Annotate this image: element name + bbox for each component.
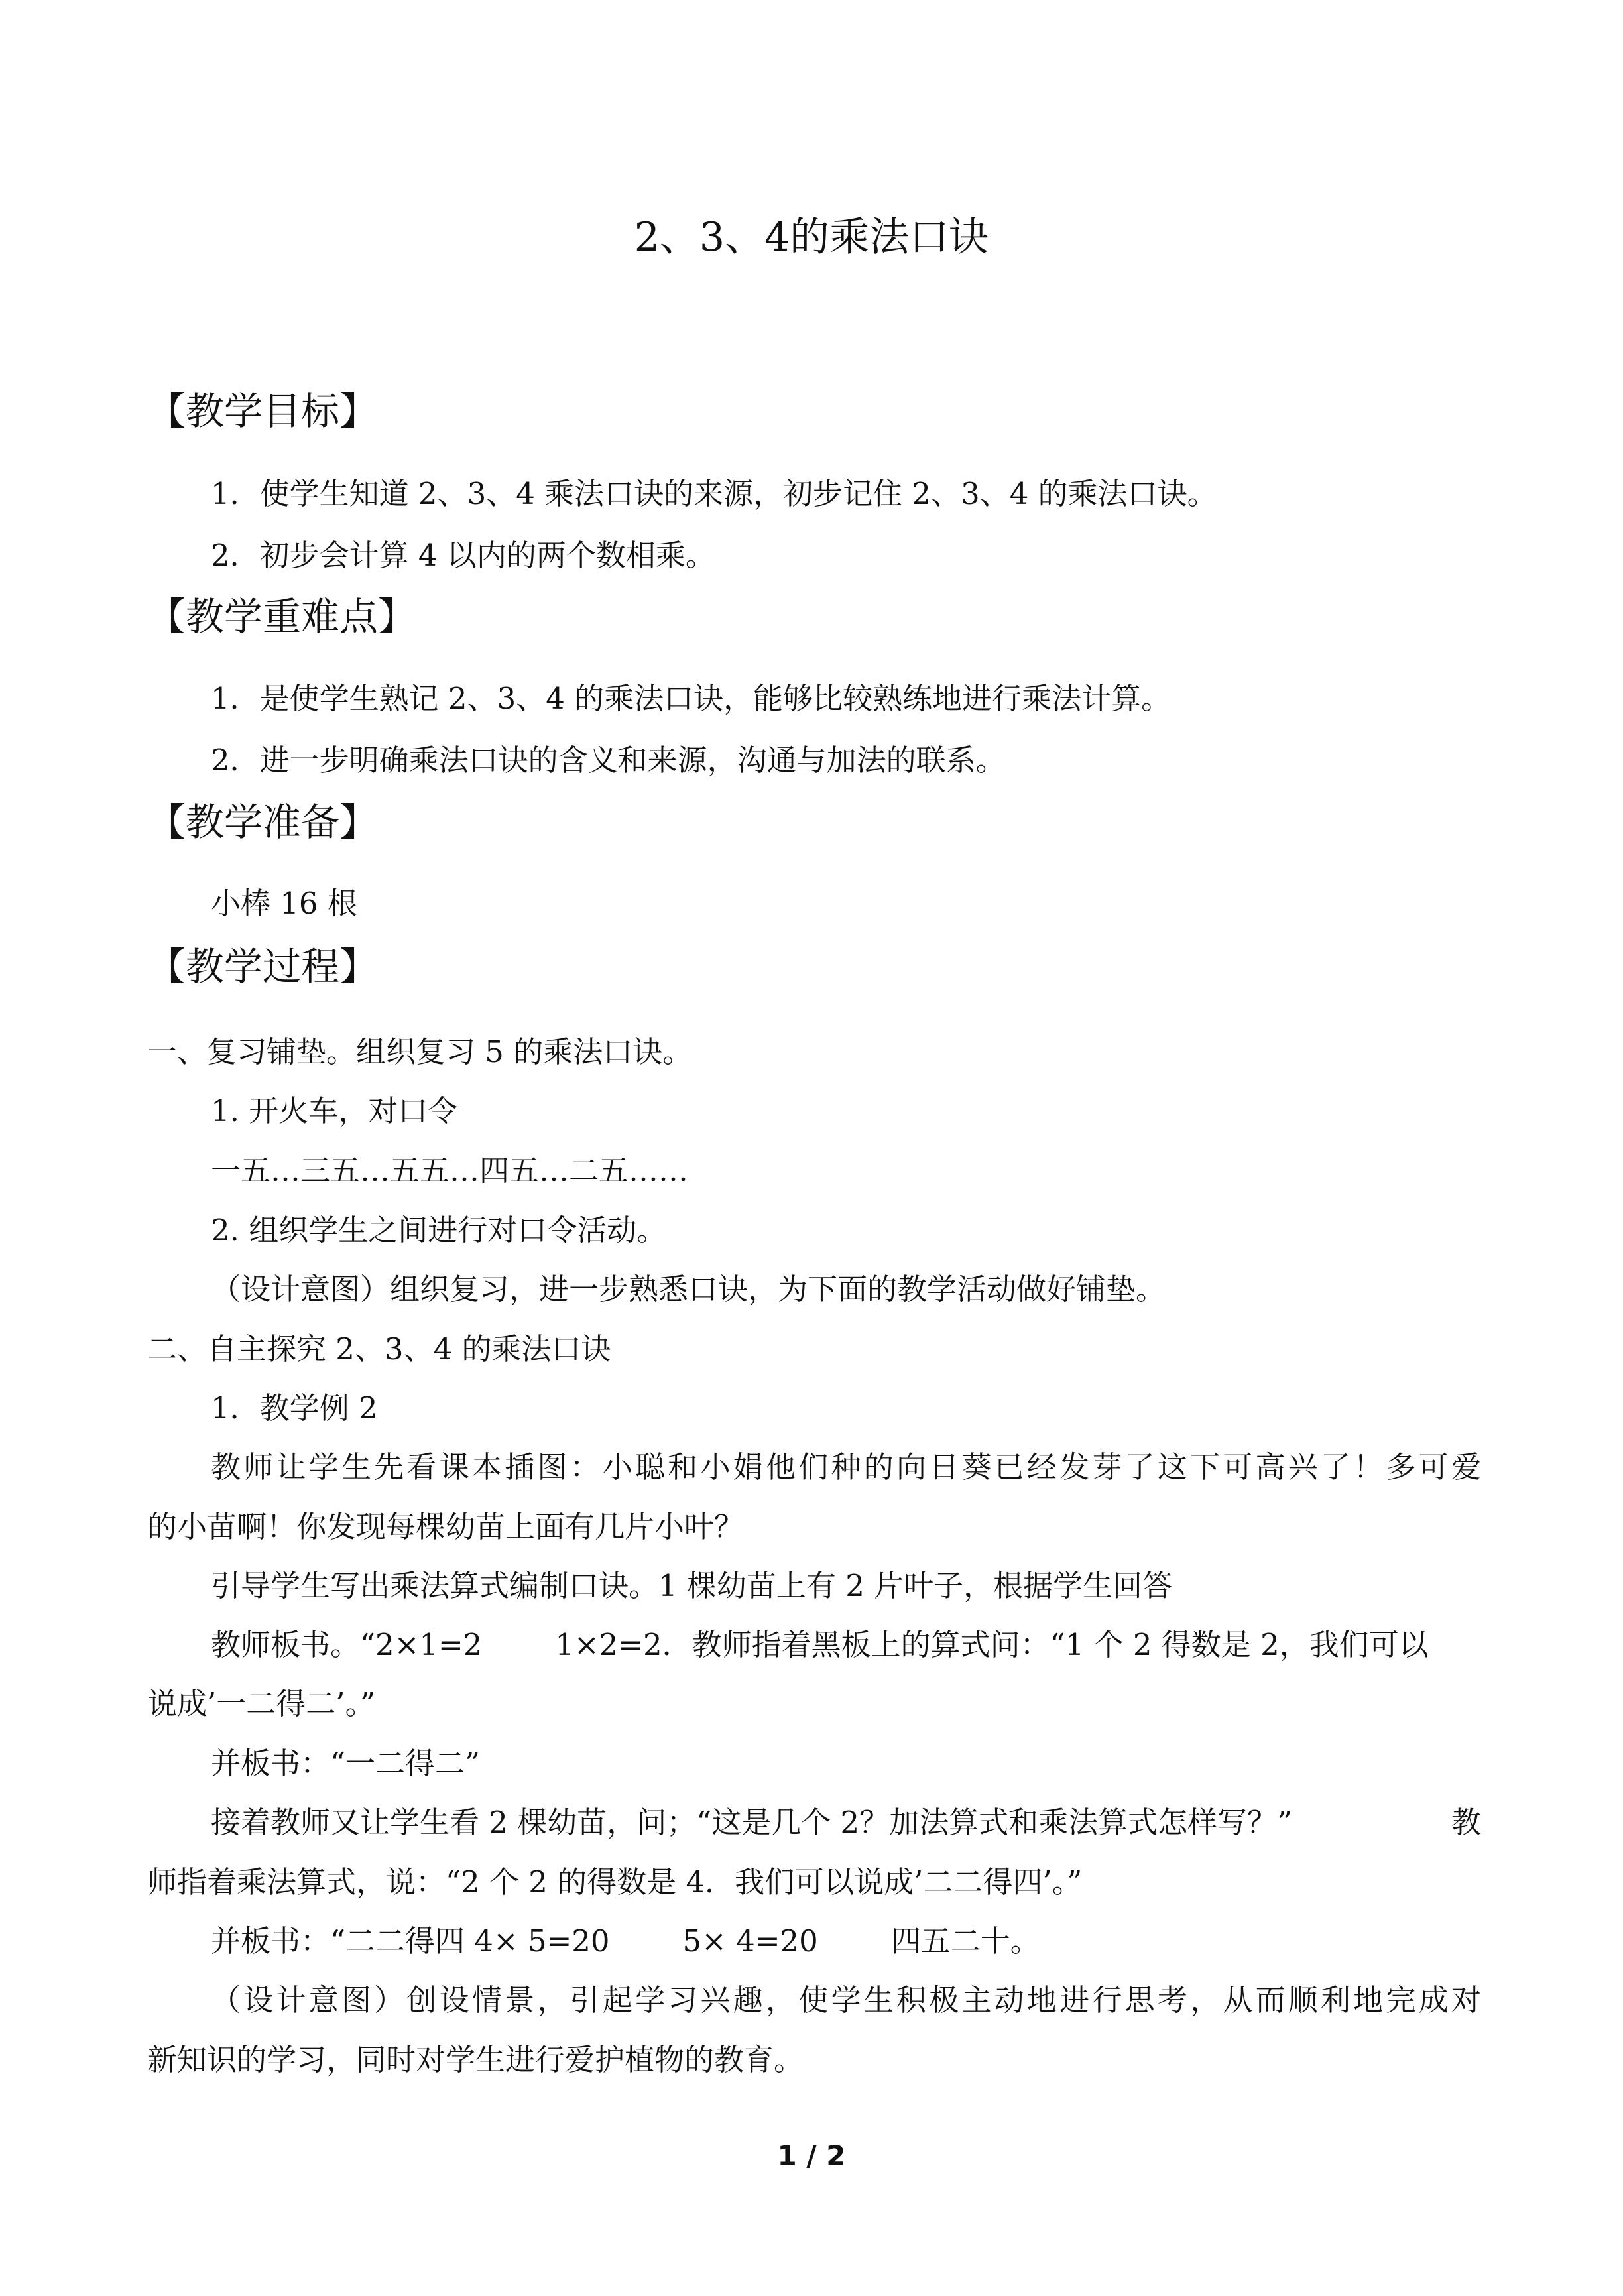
process-paragraph xyxy=(211,1624,1429,1666)
formula-text: 教师板书。“2×1=2 xyxy=(211,1627,483,1662)
process-paragraph xyxy=(211,1920,1040,1963)
section-heading-key-points: 【教学重难点】 xyxy=(147,594,417,639)
formula-text: 5× 4=20 xyxy=(682,1923,818,1959)
section-heading-process: 【教学过程】 xyxy=(147,944,379,989)
process-paragraph: 新知识的学习，同时对学生进行爱护植物的教育。 xyxy=(147,2042,804,2077)
process-paragraph: （设计意图）组织复习，进一步熟悉口诀，为下面的教学活动做好铺垫。 xyxy=(211,1272,1166,1307)
formula-text: 并板书：“二二得四 4× 5=20 xyxy=(211,1923,610,1959)
process-paragraph: 师指着乘法算式，说：“2 个 2 的得数是 4．我们可以说成’二二得四’。” xyxy=(147,1864,1083,1900)
formula-text: 四五二十。 xyxy=(890,1923,1040,1959)
process-paragraph: （设计意图）创设情景，引起学习兴趣，使学生积极主动地进行思考，从而顺利地完成对 xyxy=(211,1982,1481,2018)
question-text: 接着教师又让学生看 2 棵幼苗，问；“这是几个 2？加法算式和乘法算式怎样写？” xyxy=(211,1805,1293,1840)
key-point-item-1: 1．是使学生熟记 2、3、4 的乘法口诀，能够比较熟练地进行乘法计算。 xyxy=(211,681,1172,716)
preparation-text: 小棒 16 根 xyxy=(211,886,357,921)
process-paragraph: 二、自主探究 2、3、4 的乘法口诀 xyxy=(147,1331,611,1366)
process-paragraph: 1．教学例 2 xyxy=(211,1390,378,1425)
process-paragraph: 说成’一二得二’。” xyxy=(147,1686,376,1721)
page-number: 1 / 2 xyxy=(777,2140,846,2172)
section-heading-preparation: 【教学准备】 xyxy=(147,800,379,845)
objective-item-2: 2．初步会计算 4 以内的两个数相乘。 xyxy=(211,538,715,573)
process-paragraph: 一、复习铺垫。组织复习 5 的乘法口诀。 xyxy=(147,1034,693,1069)
process-paragraph: 的小苗啊！你发现每棵幼苗上面有几片小叶？ xyxy=(147,1509,745,1544)
objective-item-1: 1．使学生知道 2、3、4 乘法口诀的来源，初步记住 2、3、4 的乘法口诀。 xyxy=(211,476,1217,511)
process-paragraph: 并板书：“一二得二” xyxy=(211,1746,481,1781)
formula-text: 1×2=2．教师指着黑板上的算式问：“1 个 2 得数是 2，我们可以 xyxy=(555,1627,1429,1662)
section-heading-objectives: 【教学目标】 xyxy=(147,389,379,434)
process-paragraph xyxy=(211,1801,1481,1844)
question-text: 教 xyxy=(1451,1805,1481,1840)
process-paragraph: 1. 开火车，对口令 xyxy=(211,1093,458,1128)
process-paragraph: 2. 组织学生之间进行对口令活动。 xyxy=(211,1213,667,1248)
process-paragraph: 引导学生写出乘法算式编制口诀。1 棵幼苗上有 2 片叶子，根据学生回答 xyxy=(211,1568,1173,1603)
process-paragraph: 教师让学生先看课本插图：小聪和小娟他们种的向日葵已经发芽了这下可高兴了！多可爱 xyxy=(211,1449,1481,1484)
page-title: 2、3、4的乘法口诀 xyxy=(634,214,989,261)
process-paragraph: 一五…三五…五五…四五…二五…… xyxy=(211,1153,689,1188)
key-point-item-2: 2．进一步明确乘法口诀的含义和来源，沟通与加法的联系。 xyxy=(211,743,1006,778)
